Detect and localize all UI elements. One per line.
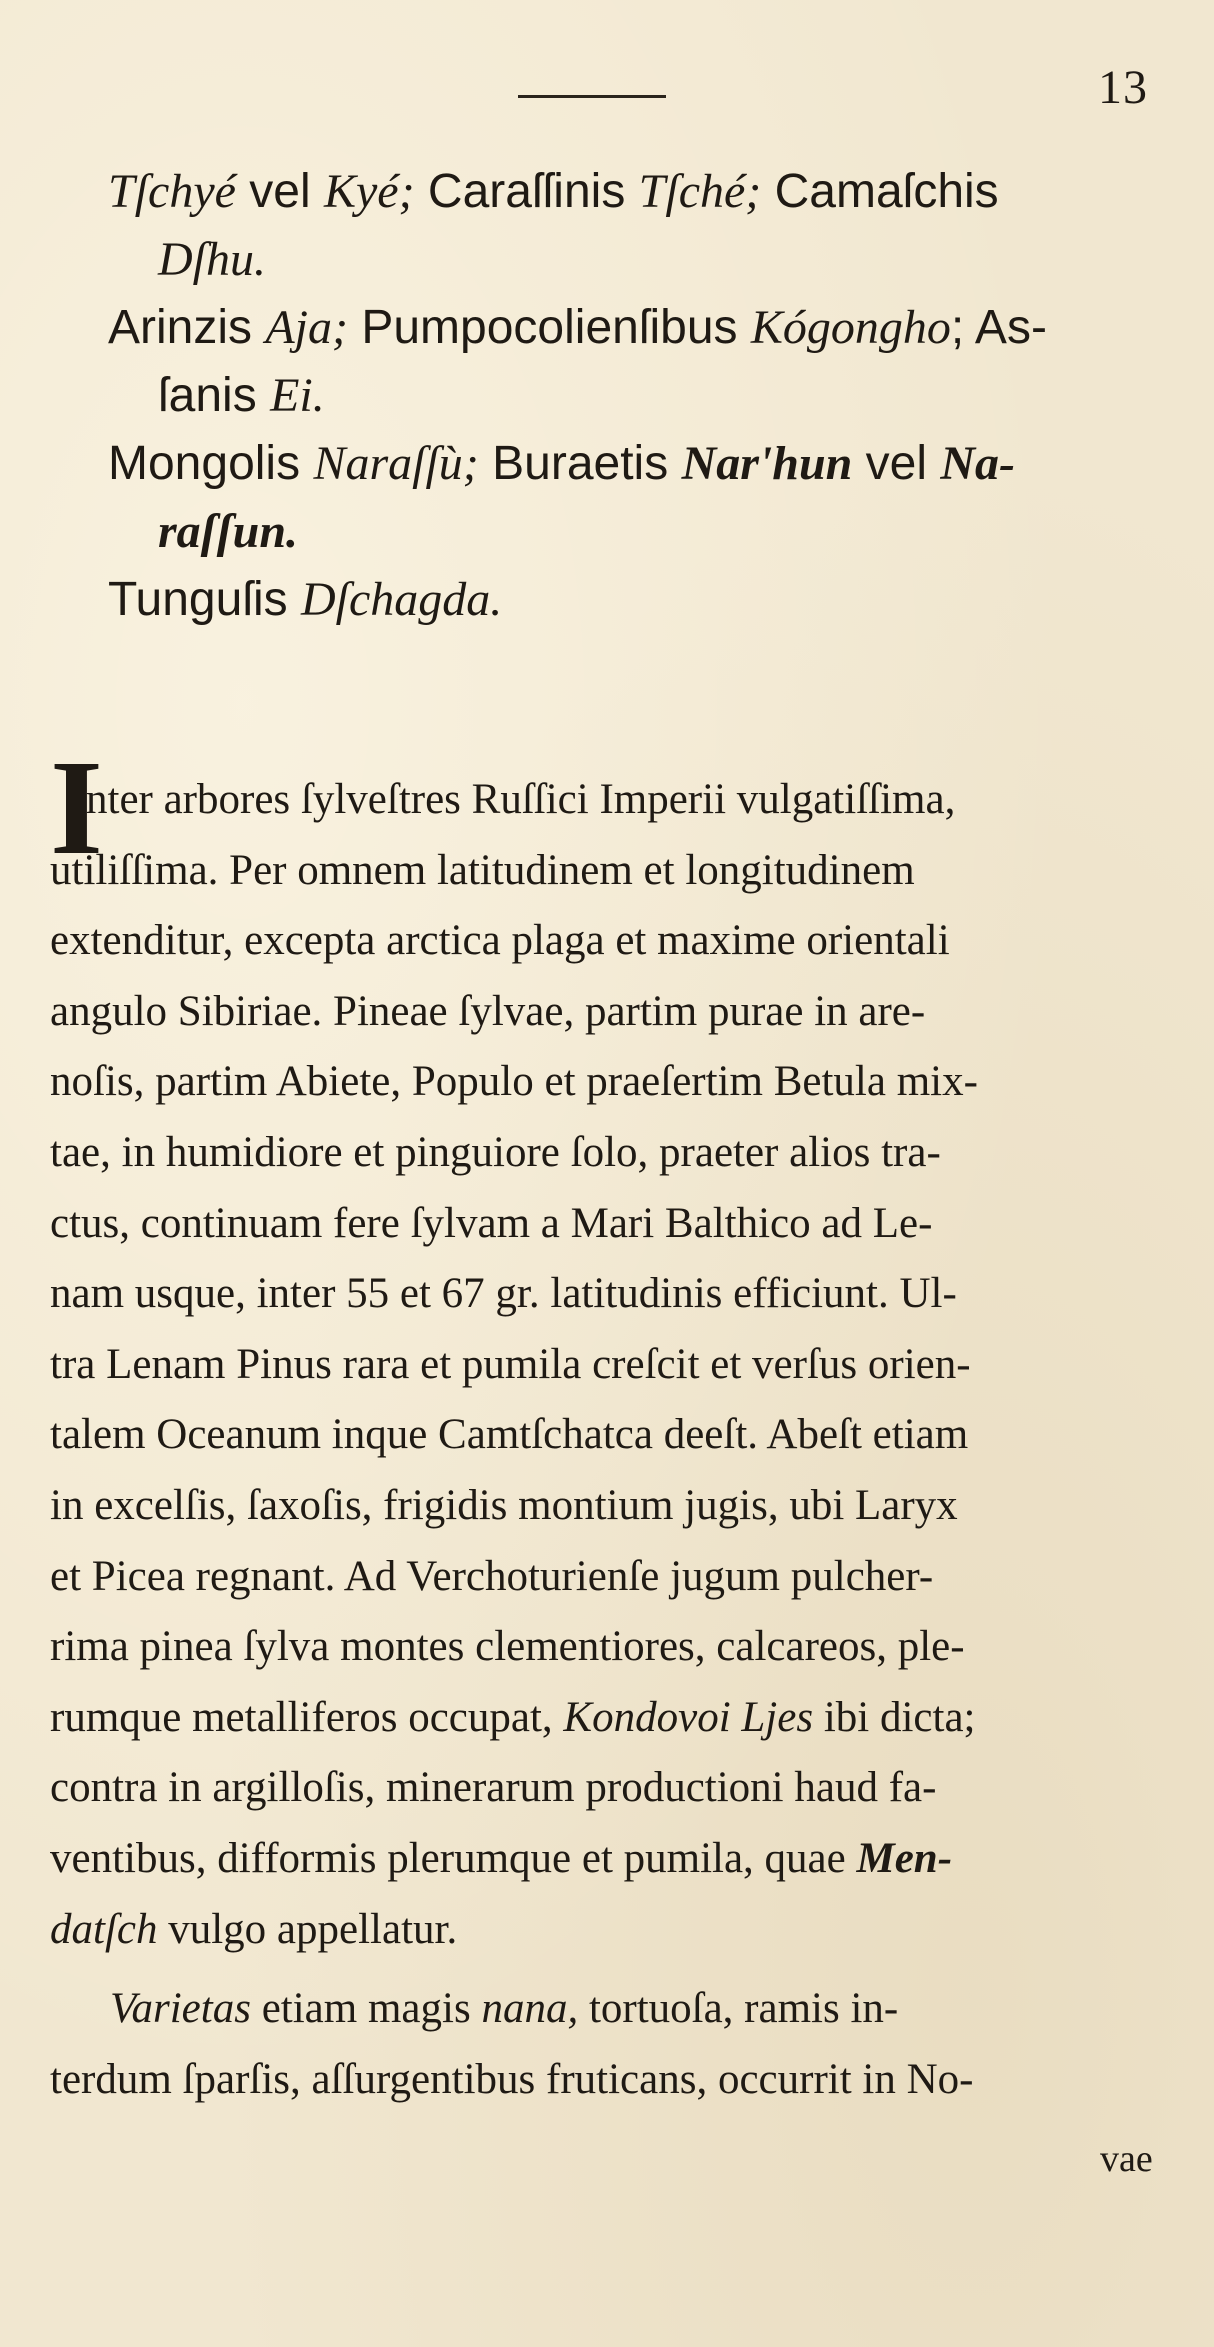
text-run: datſch xyxy=(50,1905,158,1953)
catchword: vae xyxy=(1100,2138,1153,2180)
text-run: contra in argilloſis, minerarum productioni haud fa- xyxy=(50,1764,937,1812)
text-run: Nar'hun xyxy=(681,437,853,490)
names-line xyxy=(108,233,1168,304)
text-run: rumque metalliferos occupat, xyxy=(50,1693,564,1741)
text-run: terdum ſparſis, aſſurgentibus fruticans, occurrit in No- xyxy=(50,2056,974,2103)
paragraph-line xyxy=(50,1199,1170,1273)
names-line xyxy=(108,301,1168,372)
paragraph-line xyxy=(50,1413,1170,1484)
text-run: Kógongho xyxy=(750,301,951,354)
text-run: utiliſſima. Per omnem latitudinem et longitudinem xyxy=(50,846,915,894)
names-line xyxy=(108,505,1168,576)
text-run: extenditur, excepta arctica plaga et maxime orientali xyxy=(50,917,950,965)
paragraph-line xyxy=(50,1905,1170,1979)
text-run: Aja; xyxy=(265,301,348,354)
text-run: et Picea regnant. Ad Verchoturienſe jugum pulcher- xyxy=(50,1552,934,1600)
text-run: Mongolis xyxy=(108,437,314,490)
text-run: Camaſchis xyxy=(761,165,999,218)
paragraph-line xyxy=(50,1481,1170,1555)
text-run: Kyé; xyxy=(323,165,415,218)
paragraph-line xyxy=(50,919,1170,990)
text-run: tortuoſa, ramis in- xyxy=(578,1985,899,2032)
text-run: vel xyxy=(235,165,324,218)
text-run: Dſhu. xyxy=(158,233,266,286)
text-run: Dſchagda. xyxy=(300,573,503,626)
text-run: Buraetis xyxy=(478,437,682,490)
paragraph-line xyxy=(50,778,1170,849)
text-run: Tſché; xyxy=(638,165,762,218)
paragraph-line xyxy=(50,2058,1170,2129)
names-line xyxy=(108,165,1168,236)
text-run: talem Oceanum inque Camtſchatca deeſt. Abeſt etiam xyxy=(50,1411,969,1459)
text-run: ctus, continuam fere ſylvam a Mari Balthico ad Le- xyxy=(50,1199,933,1247)
paragraph-line xyxy=(50,1128,1170,1202)
varietas-paragraph xyxy=(50,1985,1170,2129)
text-run: ; As- xyxy=(950,301,1047,354)
vernacular-names-block xyxy=(108,165,1168,644)
text-run: Arinzis xyxy=(108,301,266,354)
paragraph-line xyxy=(50,1340,1170,1414)
main-paragraph xyxy=(50,778,1170,1978)
drop-cap: I xyxy=(50,733,103,883)
paragraph-line xyxy=(50,846,1170,920)
text-run: Ei. xyxy=(270,369,325,422)
text-run: Tunguſis xyxy=(108,573,301,626)
text-run: tae, in humidiore et pinguiore ſolo, praeter alios tra- xyxy=(50,1128,941,1176)
paragraph-line xyxy=(110,1987,1170,2058)
text-run: noſis, partim Abiete, Populo et praeſertim Betula mix- xyxy=(50,1058,978,1106)
text-run: Varietas xyxy=(110,1985,251,2032)
text-run: Men- xyxy=(856,1834,953,1882)
text-run: vulgo appellatur. xyxy=(157,1905,458,1953)
paragraph-line xyxy=(50,1272,1170,1343)
text-run: vel xyxy=(852,437,941,490)
text-run: ibi dicta; xyxy=(813,1693,976,1741)
paragraph-line xyxy=(50,1552,1170,1626)
text-run: etiam magis xyxy=(250,1985,482,2032)
paragraph-line xyxy=(50,1625,1170,1696)
text-run: nana, xyxy=(481,1985,579,2032)
text-run: tra Lenam Pinus rara et pumila creſcit et verſus orien- xyxy=(50,1340,971,1388)
text-run: angulo Sibiriae. Pineae ſylvae, partim purae in are- xyxy=(50,987,926,1035)
header-rule xyxy=(518,95,666,98)
text-run: in excelſis, ſaxoſis, frigidis montium jugis, ubi Laryx xyxy=(50,1481,958,1529)
text-run: Na- xyxy=(940,437,1016,490)
names-line xyxy=(108,573,1168,644)
paragraph-line xyxy=(50,1693,1170,1767)
names-line xyxy=(108,437,1168,508)
page-number: 13 xyxy=(1098,61,1148,114)
paragraph-line xyxy=(50,987,1170,1061)
paragraph-line xyxy=(50,1766,1170,1837)
text-run: ſanis xyxy=(158,369,271,422)
paragraph-line xyxy=(50,1060,1170,1131)
text-run: nter arbores ſylveſtres Ruſſici Imperii vulgatiſſima, xyxy=(86,776,956,823)
text-run: ventibus, difformis plerumque et pumila, quae xyxy=(50,1834,857,1882)
text-run: raſſun. xyxy=(158,505,299,558)
text-run: Caraſſinis xyxy=(414,165,639,218)
text-run: Pumpocolienſibus xyxy=(348,301,751,354)
text-run: nam usque, inter 55 et 67 gr. latitudinis efficiunt. Ul- xyxy=(50,1270,957,1318)
text-run: Kondovoi Ljes xyxy=(563,1693,814,1741)
paragraph-line xyxy=(50,1834,1170,1908)
names-line xyxy=(108,369,1168,440)
text-run: Naraſſù; xyxy=(313,437,479,490)
text-run: Tſchyé xyxy=(108,165,236,218)
text-run: rima pinea ſylva montes clementiores, calcareos, ple- xyxy=(50,1623,965,1671)
